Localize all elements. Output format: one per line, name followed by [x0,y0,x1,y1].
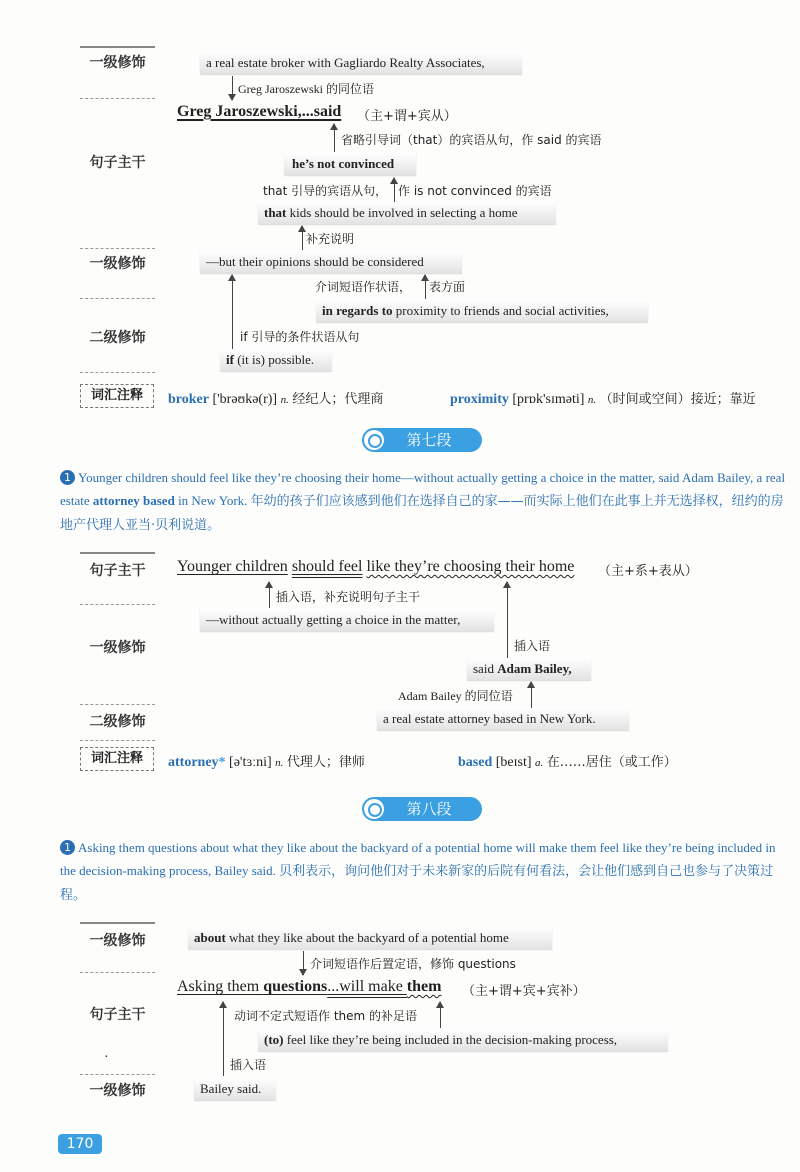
paragraph-en: Younger children should feel like they’re choosing their home—without actually getting a choice in the matter, said Adam Bailey, a real estate [60,470,786,508]
paragraph-8 [60,836,786,907]
up-arrow [507,582,508,658]
label-level1: 一级修饰 [89,256,146,272]
vocab-meaning: 代理人；律师 [286,755,365,770]
vocab-word: attorney [168,755,219,770]
paragraph-zh: 贝利表示，询问他们对于未来新家的后院有何看法，会让他们感到自己也参与了决策过程。 [60,864,774,903]
main-verb: ...will make [327,978,407,995]
paragraph-en: in New York. [174,493,248,508]
dot-mark: · [104,1050,109,1065]
vocab-phonetic: [beɪst] [495,755,532,770]
up-arrow [232,275,233,351]
main-subject: Asking them [177,978,264,995]
star-icon: * [218,755,226,770]
modifier-text: a real estate attorney based in New York. [383,711,596,726]
annotation: 插入语 [230,1058,267,1072]
clause-text: kids should be involved in selecting a home [286,205,518,220]
vocab-pos: a. [535,757,544,769]
magnifier-icon [364,799,384,819]
clause-band [258,202,556,224]
vocab-pos: n. [587,394,597,406]
modifier-band [258,1029,668,1051]
modifier-band [200,52,522,74]
section-header-8 [362,797,482,821]
annotation: 补充说明 [306,232,355,246]
label-divider [80,604,155,605]
annotation: if 引导的条件状语从句 [240,330,360,344]
label-divider [80,372,155,373]
label-main: 句子主干 [89,563,146,579]
modifier-keyword: Adam Bailey, [497,661,572,676]
sentence-main-subject: Greg Jaroszewski,...said [177,103,342,120]
modifier-text: proximity to friends and social activities, [392,303,609,318]
vocab-entry [168,751,365,771]
up-arrow [394,178,395,202]
section-header-7 [362,428,482,452]
vocab-label: 词汇注释 [80,747,154,771]
modifier-text: —without actually getting a choice in the matter, [206,612,461,627]
number-badge: 1 [60,470,75,485]
modifier-text: —but their opinions should be considered [206,254,424,269]
clause-band [284,153,416,175]
grammar-note: （主+谓+宾从） [357,109,457,124]
vocab-meaning: 经纪人；代理商 [292,392,384,407]
vocab-meaning: 在……居住（或工作） [546,755,677,770]
annotation: 介词短语作状语， [315,280,412,294]
sentence-main [177,978,441,996]
label-divider [80,248,155,249]
modifier-text: what they like about the backyard of a potential home [225,930,509,945]
label-main: 句子主干 [89,155,146,171]
vocab-word: based [458,755,493,770]
main-object: questions [263,978,328,995]
modifier-keyword: in regards to [322,303,393,318]
grammar-note: （主+谓+宾+宾补） [462,984,586,999]
vocab-pos: n. [275,757,284,769]
label-divider [80,298,155,299]
vocab-entry [168,388,383,408]
annotation: 作 is not convinced 的宾语 [398,184,552,198]
label-level1: 一级修饰 [89,933,146,949]
modifier-keyword: if [226,352,234,367]
label-divider [80,740,155,741]
vocab-word: broker [168,392,209,407]
vocab-entry [458,751,677,771]
up-arrow [269,582,270,608]
clause-keyword: (to) [264,1032,284,1047]
sentence-main [177,558,574,576]
label-main: 句子主干 [89,1007,146,1023]
down-arrow [232,76,233,100]
vocab-pos: n. [280,394,289,406]
annotation: 表方面 [429,280,466,294]
modifier-text: said [473,661,498,676]
label-divider [80,552,155,554]
up-arrow [425,275,426,299]
label-divider [80,704,155,705]
paragraph-en: Asking them questions about what they like about the backyard of a potential home will make them feel like they’re being included in the decision-making process, Bailey said. [60,840,776,878]
modifier-band [220,349,332,371]
modifier-band [377,708,629,730]
vocab-entry [450,388,756,408]
page-number: 170 [58,1134,102,1154]
annotation: Greg Jaroszewski 的同位语 [238,82,374,96]
annotation: 动词不定式短语作 them 的补足语 [234,1009,418,1023]
paragraph-7 [60,466,786,537]
clause-keyword: that [264,205,287,220]
label-divider [80,922,155,924]
section-title: 第七段 [406,431,452,449]
clause-text: feel like they’re being included in the decision-making process, [283,1032,618,1047]
vocab-phonetic: [ə'tɜːni] [229,755,272,770]
main-predicative: like they’re choosing their home [366,558,575,575]
main-subject: Younger children [177,558,288,575]
label-level1: 一级修饰 [89,1083,146,1099]
modifier-band [188,927,552,949]
annotation: 介词短语作后置定语，修饰 questions [310,957,516,971]
modifier-text: a real estate broker with Gagliardo Realty Associates, [206,55,485,70]
main-object: them [406,978,442,995]
label-divider [80,972,155,973]
label-divider [80,98,155,99]
down-arrow [303,951,304,975]
modifier-band [200,609,494,631]
up-arrow [440,1002,441,1028]
label-divider [80,46,155,48]
modifier-band [194,1078,276,1100]
section-title: 第八段 [406,800,452,818]
vocab-word: proximity [450,392,509,407]
paragraph-keyword: attorney based [92,493,175,508]
vocab-phonetic: ['brəʊkə(r)] [212,392,278,407]
vocab-label: 词汇注释 [80,384,154,408]
grammar-note: （主+系+表从） [598,564,698,579]
modifier-band [200,251,462,273]
paragraph-zh: 年幼的孩子们应该感到他们在选择自己的家——而实际上他们在此事上并无选择权，纽约的房地产代理人亚当·贝利说道。 [60,494,784,533]
magnifier-icon [364,430,384,450]
annotation: Adam Bailey 的同位语 [398,689,513,703]
modifier-band [316,300,648,322]
up-arrow [531,682,532,708]
main-verb: should feel [291,558,363,575]
label-level1: 一级修饰 [89,640,146,656]
label-level2: 二级修饰 [89,714,146,730]
label-level2: 二级修饰 [89,330,146,346]
up-arrow [334,124,335,152]
modifier-keyword: about [194,930,226,945]
annotation: 插入语 [514,639,551,653]
vocab-phonetic: [prɒk'sɪməti] [512,392,585,407]
modifier-band [467,658,591,680]
up-arrow [223,1002,224,1076]
modifier-text: (it is) possible. [233,352,315,367]
clause-text: he’s not convinced [292,156,395,171]
modifier-text: Bailey said. [200,1081,262,1096]
number-badge: 1 [60,840,75,855]
annotation: 插入语，补充说明句子主干 [276,590,421,604]
annotation: that 引导的宾语从句， [263,184,388,198]
label-divider [80,1074,155,1075]
annotation: 省略引导词（that）的宾语从句，作 said 的宾语 [341,133,602,147]
vocab-meaning: （时间或空间）接近；靠近 [599,392,756,407]
label-level1: 一级修饰 [89,55,146,71]
up-arrow [302,226,303,250]
